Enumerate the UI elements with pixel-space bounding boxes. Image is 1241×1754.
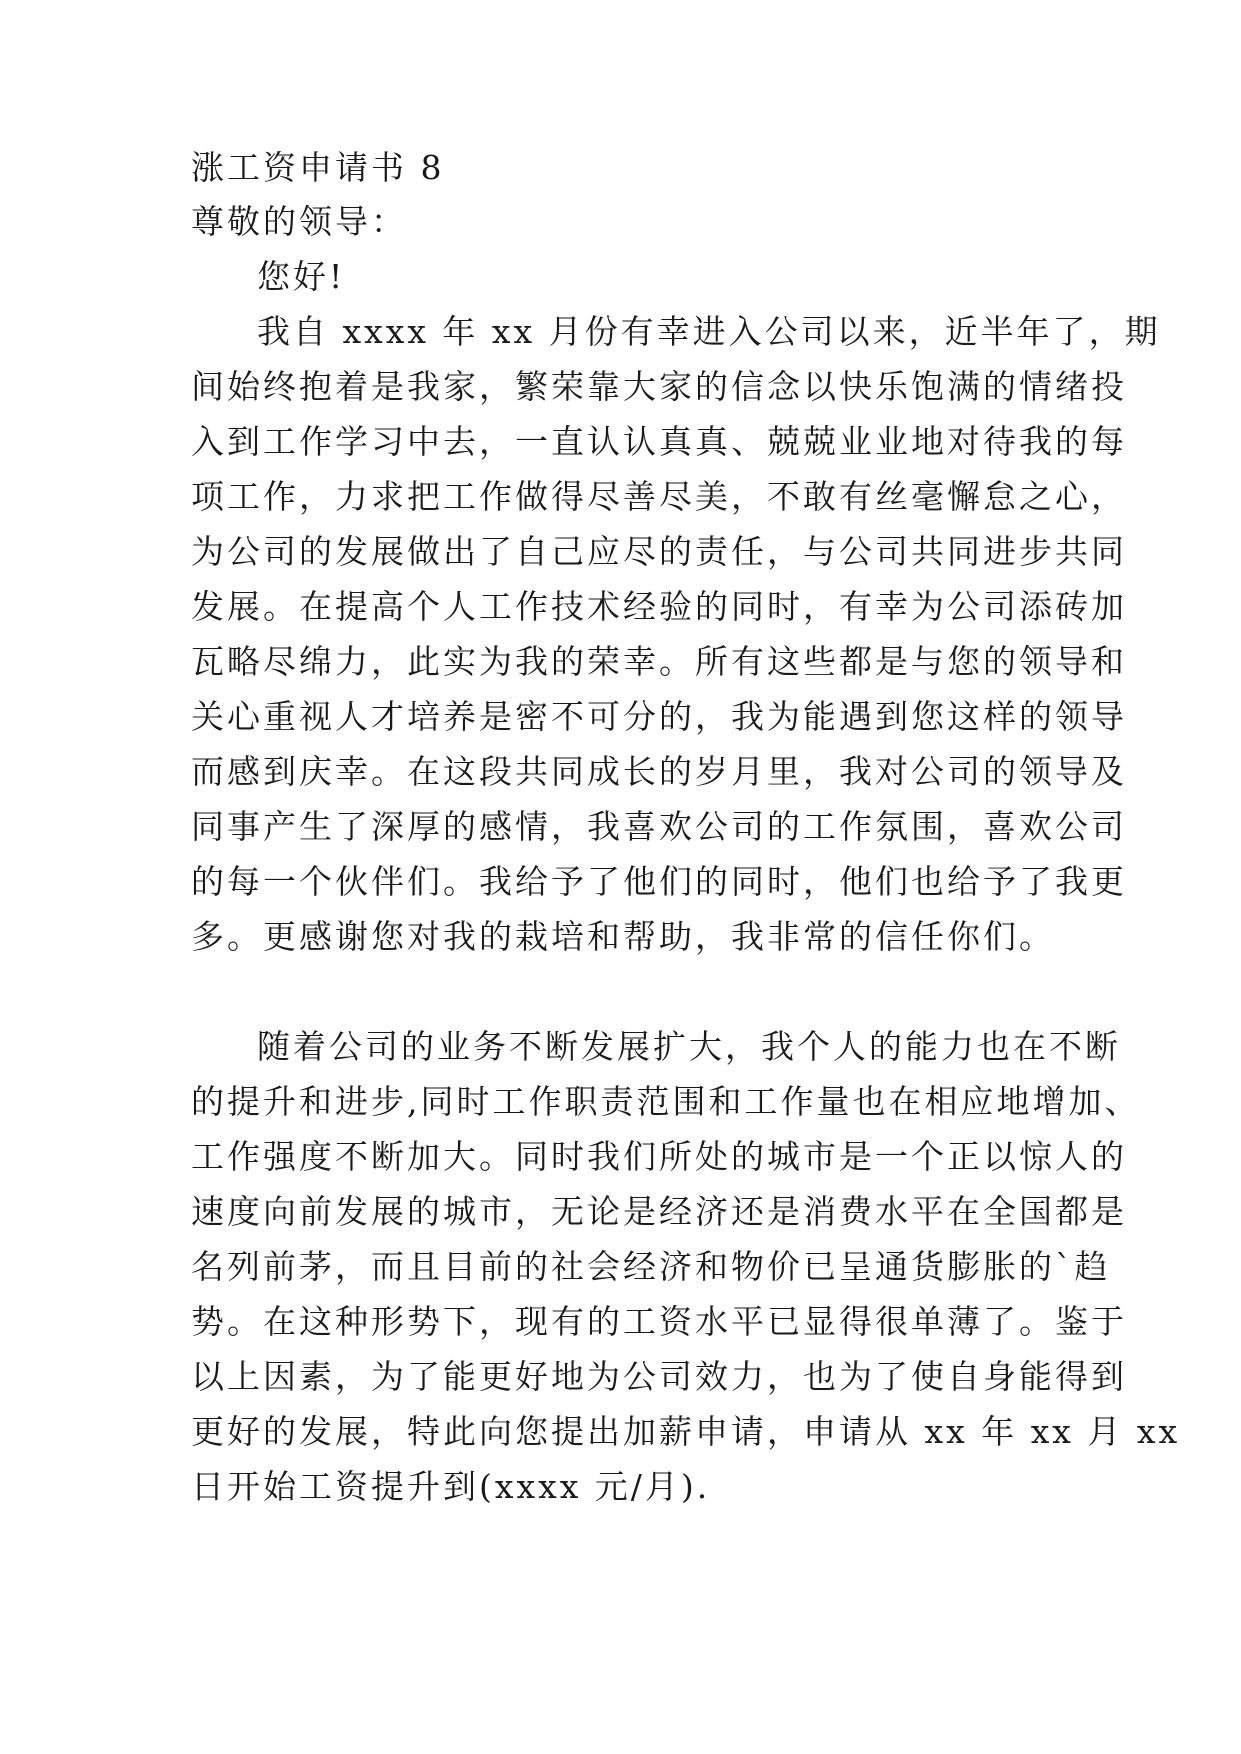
document-title: 涨工资申请书 8 (191, 148, 445, 187)
body-line: 日开始工资提升到(xxxx 元/月). (191, 1467, 711, 1506)
body-line: 发展。在提高个人工作技术经验的同时，有幸为公司添砖加 (191, 587, 1127, 626)
body-line: 项工作，力求把工作做得尽善尽美，不敢有丝毫懈怠之心， (191, 477, 1127, 516)
body-line: 以上因素，为了能更好地为公司效力，也为了使自身能得到 (191, 1357, 1127, 1396)
body-line: 间始终抱着是我家，繁荣靠大家的信念以快乐饱满的情绪投 (191, 367, 1127, 406)
body-line: 我自 xxxx 年 xx 月份有幸进入公司以来，近半年了，期 (257, 312, 1161, 351)
body-line: 的每一个伙伴们。我给予了他们的同时，他们也给予了我更 (191, 862, 1127, 901)
body-line: 更好的发展，特此向您提出加薪申请，申请从 xx 年 xx 月 xx (191, 1412, 1181, 1451)
body-line: 速度向前发展的城市，无论是经济还是消费水平在全国都是 (191, 1192, 1127, 1231)
body-line: 入到工作学习中去，一直认认真真、兢兢业业地对待我的每 (191, 422, 1127, 461)
body-line: 而感到庆幸。在这段共同成长的岁月里，我对公司的领导及 (191, 752, 1127, 791)
body-line: 多。更感谢您对我的栽培和帮助，我非常的信任你们。 (191, 917, 1055, 956)
body-line: 工作强度不断加大。同时我们所处的城市是一个正以惊人的 (191, 1137, 1127, 1176)
body-line: 势。在这种形势下，现有的工资水平已显得很单薄了。鉴于 (191, 1302, 1127, 1341)
greeting: 您好! (257, 257, 346, 296)
salutation: 尊敬的领导： (191, 202, 407, 241)
body-line: 同事产生了深厚的感情，我喜欢公司的工作氛围，喜欢公司 (191, 807, 1127, 846)
body-line: 名列前茅，而且目前的社会经济和物价已呈通货膨胀的`趋 (191, 1247, 1111, 1286)
body-line: 随着公司的业务不断发展扩大，我个人的能力也在不断 (257, 1027, 1121, 1066)
body-line: 关心重视人才培养是密不可分的，我为能遇到您这样的领导 (191, 697, 1127, 736)
body-line: 瓦略尽绵力，此实为我的荣幸。所有这些都是与您的领导和 (191, 642, 1127, 681)
body-line: 为公司的发展做出了自己应尽的责任，与公司共同进步共同 (191, 532, 1127, 571)
body-line: 的提升和进步,同时工作职责范围和工作量也在相应地增加、 (191, 1082, 1141, 1121)
